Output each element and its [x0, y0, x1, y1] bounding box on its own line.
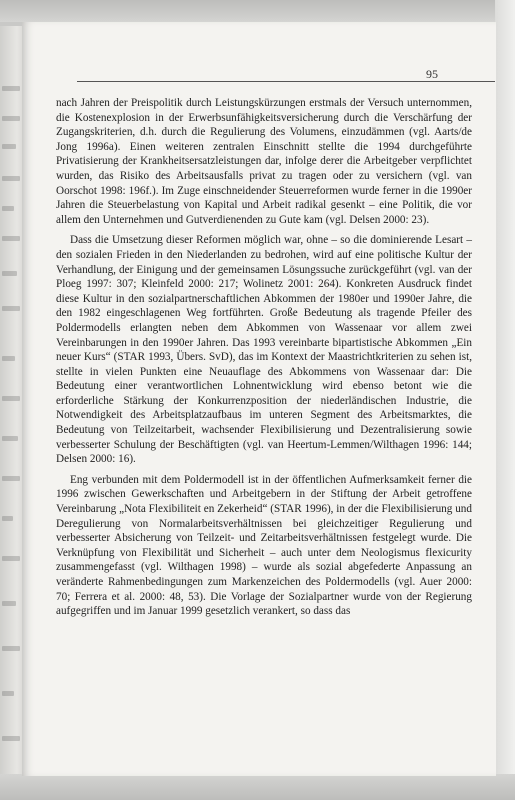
- paragraph-3: Eng verbunden mit dem Poldermodell ist in der öffentlichen Aufmerksamkeit ferner die 1996 zwischen Gewerkschaften und Arbeitgebern in der Stiftung der Arbeit getroffene Vereinbarung „Nota Flexibiliteit en Zekerheid“ (STAR 1996), in der die Flexibilisierung und Deregulierung von Normalarbeitsverhältnissen bei gleichzeitiger Regulierung und verbesserter Absicherung von Teilzeit- und Zeitarbeitsverhältnissen festgelegt wurde. Die Verknüpfung von Flexibilität und Sicherheit – auch unter dem Neologismus flexicurity zusammengefasst (vgl. Wilthagen 1998) – wurde als sozial abgefederte Anpassung an veränderte Rahmenbedingungen zum Markenzeichen des Poldermodells (vgl. Auer 2000: 70; Ferrera et al. 2000: 48, 53). Die Vorlage der Sozialpartner wurde von der Regierung aufgegriffen und im Januar 1999 gesetzlich verankert, so dass das: [56, 473, 472, 618]
- paragraph-1: nach Jahren der Preispolitik durch Leistungskürzungen erstmals der Versuch unternommen, die Kostenexplosion in der Erwerbsunfähigkeitsversicherung durch die Verschärfung der Zugangskriterien, d.h. durch die Regulierung des Volumens, einzudämmen (vgl. Aarts/de Jong 1996a). Einen weiteren zentralen Einschnitt stellte die 1994 durchgeführte Privatisierung der Krankheitsersatzleistungen dar, infolge derer die Arbeitgeber verpflichtet wurden, das Risiko des Arbeitsausfalls privat zu tragen oder zu versichern (vgl. van Oorschot 1998: 196f.). Im Zuge einschneidender Steuerreformen wurde ferner in die 1990er Jahren die Steuerbelastung von Kapital und Arbeit radikal gesenkt – eine Politik, die vor allem den Unternehmen und Gutverdienenden zu Gute kam (vgl. Delsen 2000: 23).: [56, 97, 472, 226]
- previous-page-edge: [0, 26, 24, 774]
- header-rule: [77, 81, 495, 82]
- body-text: [56, 96, 472, 625]
- page-number: 95: [426, 67, 438, 81]
- scan-backdrop-right: [495, 0, 515, 800]
- scan-backdrop-bottom: [0, 774, 515, 800]
- paragraph-2: Dass die Umsetzung dieser Reformen möglich war, ohne – so die dominierende Lesart – den sozialen Frieden in den Niederlanden zu bedrohen, wird auf eine politische Kultur der Verhandlung, der Einigung und der gemeinsamen Lösungssuche zurückgeführt (vgl. van der Ploeg 1997: 307; Kleinfeld 2000: 217; Wolinetz 2001: 264). Konkreten Ausdruck findet diese Kultur in den sozialpartnerschaftlichen Abkommen der 1980er und 1990er Jahre, die den 1982 eingeschlagenen Weg fortführten. Große Bedeutung als tragende Pfeiler des Poldermodells erlangten neben dem Abkommen von Wassenaar vor allem zwei Vereinbarungen in den 1990er Jahren. Das 1993 vereinbarte bipartistische Abkommen „Ein neuer Kurs“ (STAR 1993, Übers. SvD), das im Kontext der Maastrichtkriterien zu sehen ist, stellte in vielen Punkten eine Neuauflage des Abkommens von Wassenaar dar: Die Bedeutung einer verantwortlichen Lohnentwicklung wird ebenso betont wie die erforderliche Stärkung der Konkurrenzposition der niederländischen Industrie, die Notwendigkeit des Arbeitsplatzaufbaus im unteren Segment des Arbeitsmarktes, die Bedeutung von Teilzeitarbeit, wachsender Flexibilisierung und Dezentralisierung sowie verbesserter Schulung der Beschäftigten (vgl. van Heertum-Lemmen/Wilthagen 1996: 144; Delsen 2000: 16).: [56, 234, 472, 466]
- scan-backdrop-top: [0, 0, 515, 22]
